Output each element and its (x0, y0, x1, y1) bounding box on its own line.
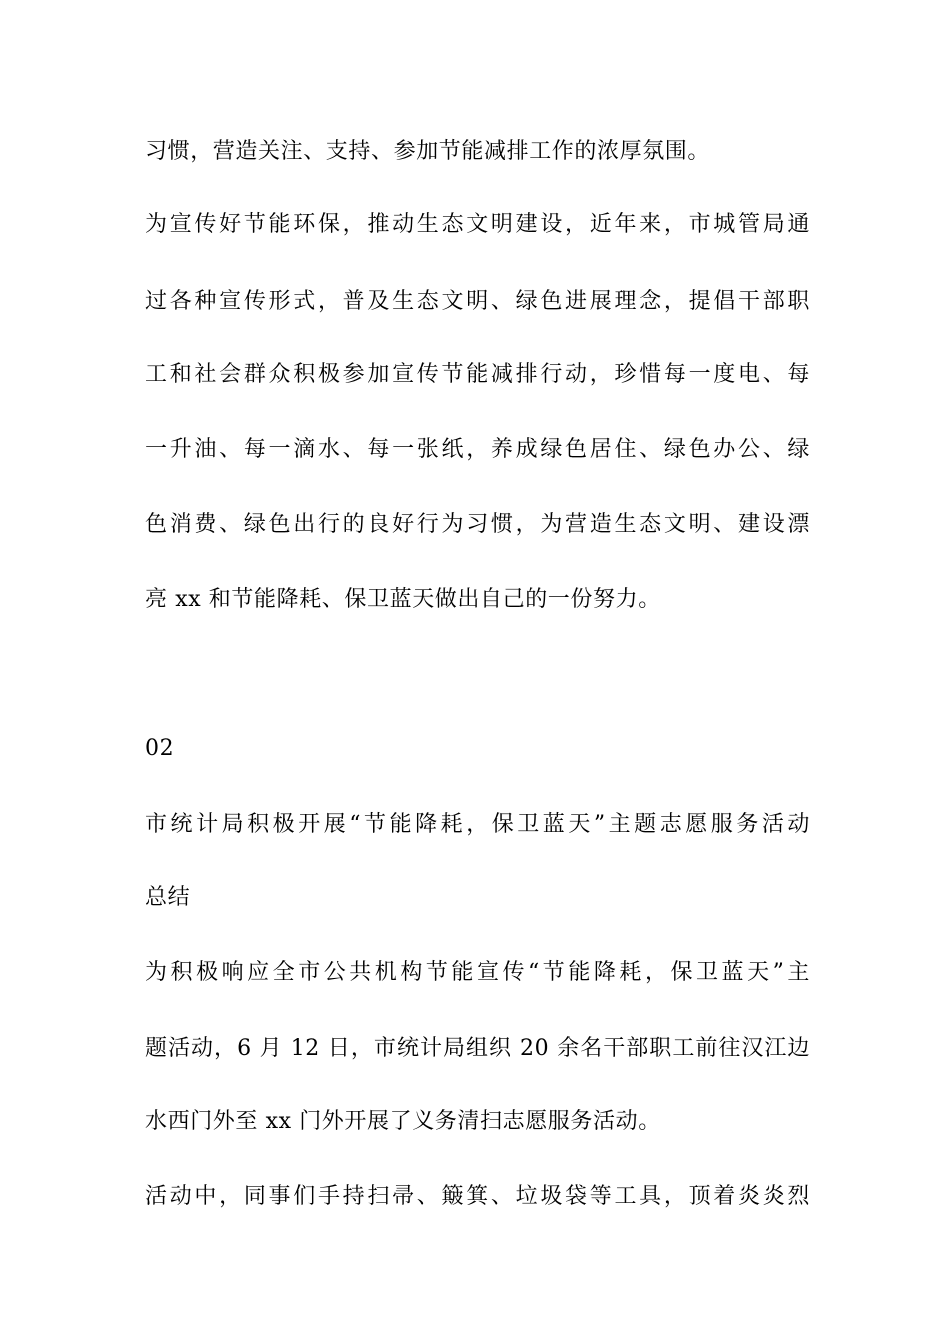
text-line: 亮 xx 和节能降耗、保卫蓝天做出自己的一份努力。 (145, 587, 661, 612)
text-line: 色消费、绿色出行的良好行为习惯，为营造生态文明、建设漂 (145, 512, 810, 537)
text-line: 习惯，营造关注、支持、参加节能减排工作的浓厚氛围。 (145, 139, 711, 164)
text-line: 一升油、每一滴水、每一张纸，养成绿色居住、绿色办公、绿 (145, 437, 810, 462)
text-line: 为宣传好节能环保，推动生态文明建设，近年来，市城管局通 (145, 212, 810, 237)
section-number: 02 (145, 736, 175, 761)
text-line: 为积极响应全市公共机构节能宣传“节能降耗，保卫蓝天”主 (145, 960, 810, 985)
text-line: 工和社会群众积极参加宣传节能减排行动，珍惜每一度电、每 (145, 362, 810, 387)
section-heading-line: 市统计局积极开展“节能降耗，保卫蓝天”主题志愿服务活动 (145, 812, 810, 837)
text-line: 题活动，6 月 12 日，市统计局组织 20 余名干部职工前往汉江边 (145, 1036, 810, 1061)
text-line: 过各种宣传形式，普及生态文明、绿色进展理念，提倡干部职 (145, 289, 810, 314)
section-heading-line: 总结 (145, 885, 191, 910)
text-line: 水西门外至 xx 门外开展了义务清扫志愿服务活动。 (145, 1109, 661, 1134)
text-line: 活动中，同事们手持扫帚、簸箕、垃圾袋等工具，顶着炎炎烈 (145, 1184, 810, 1209)
